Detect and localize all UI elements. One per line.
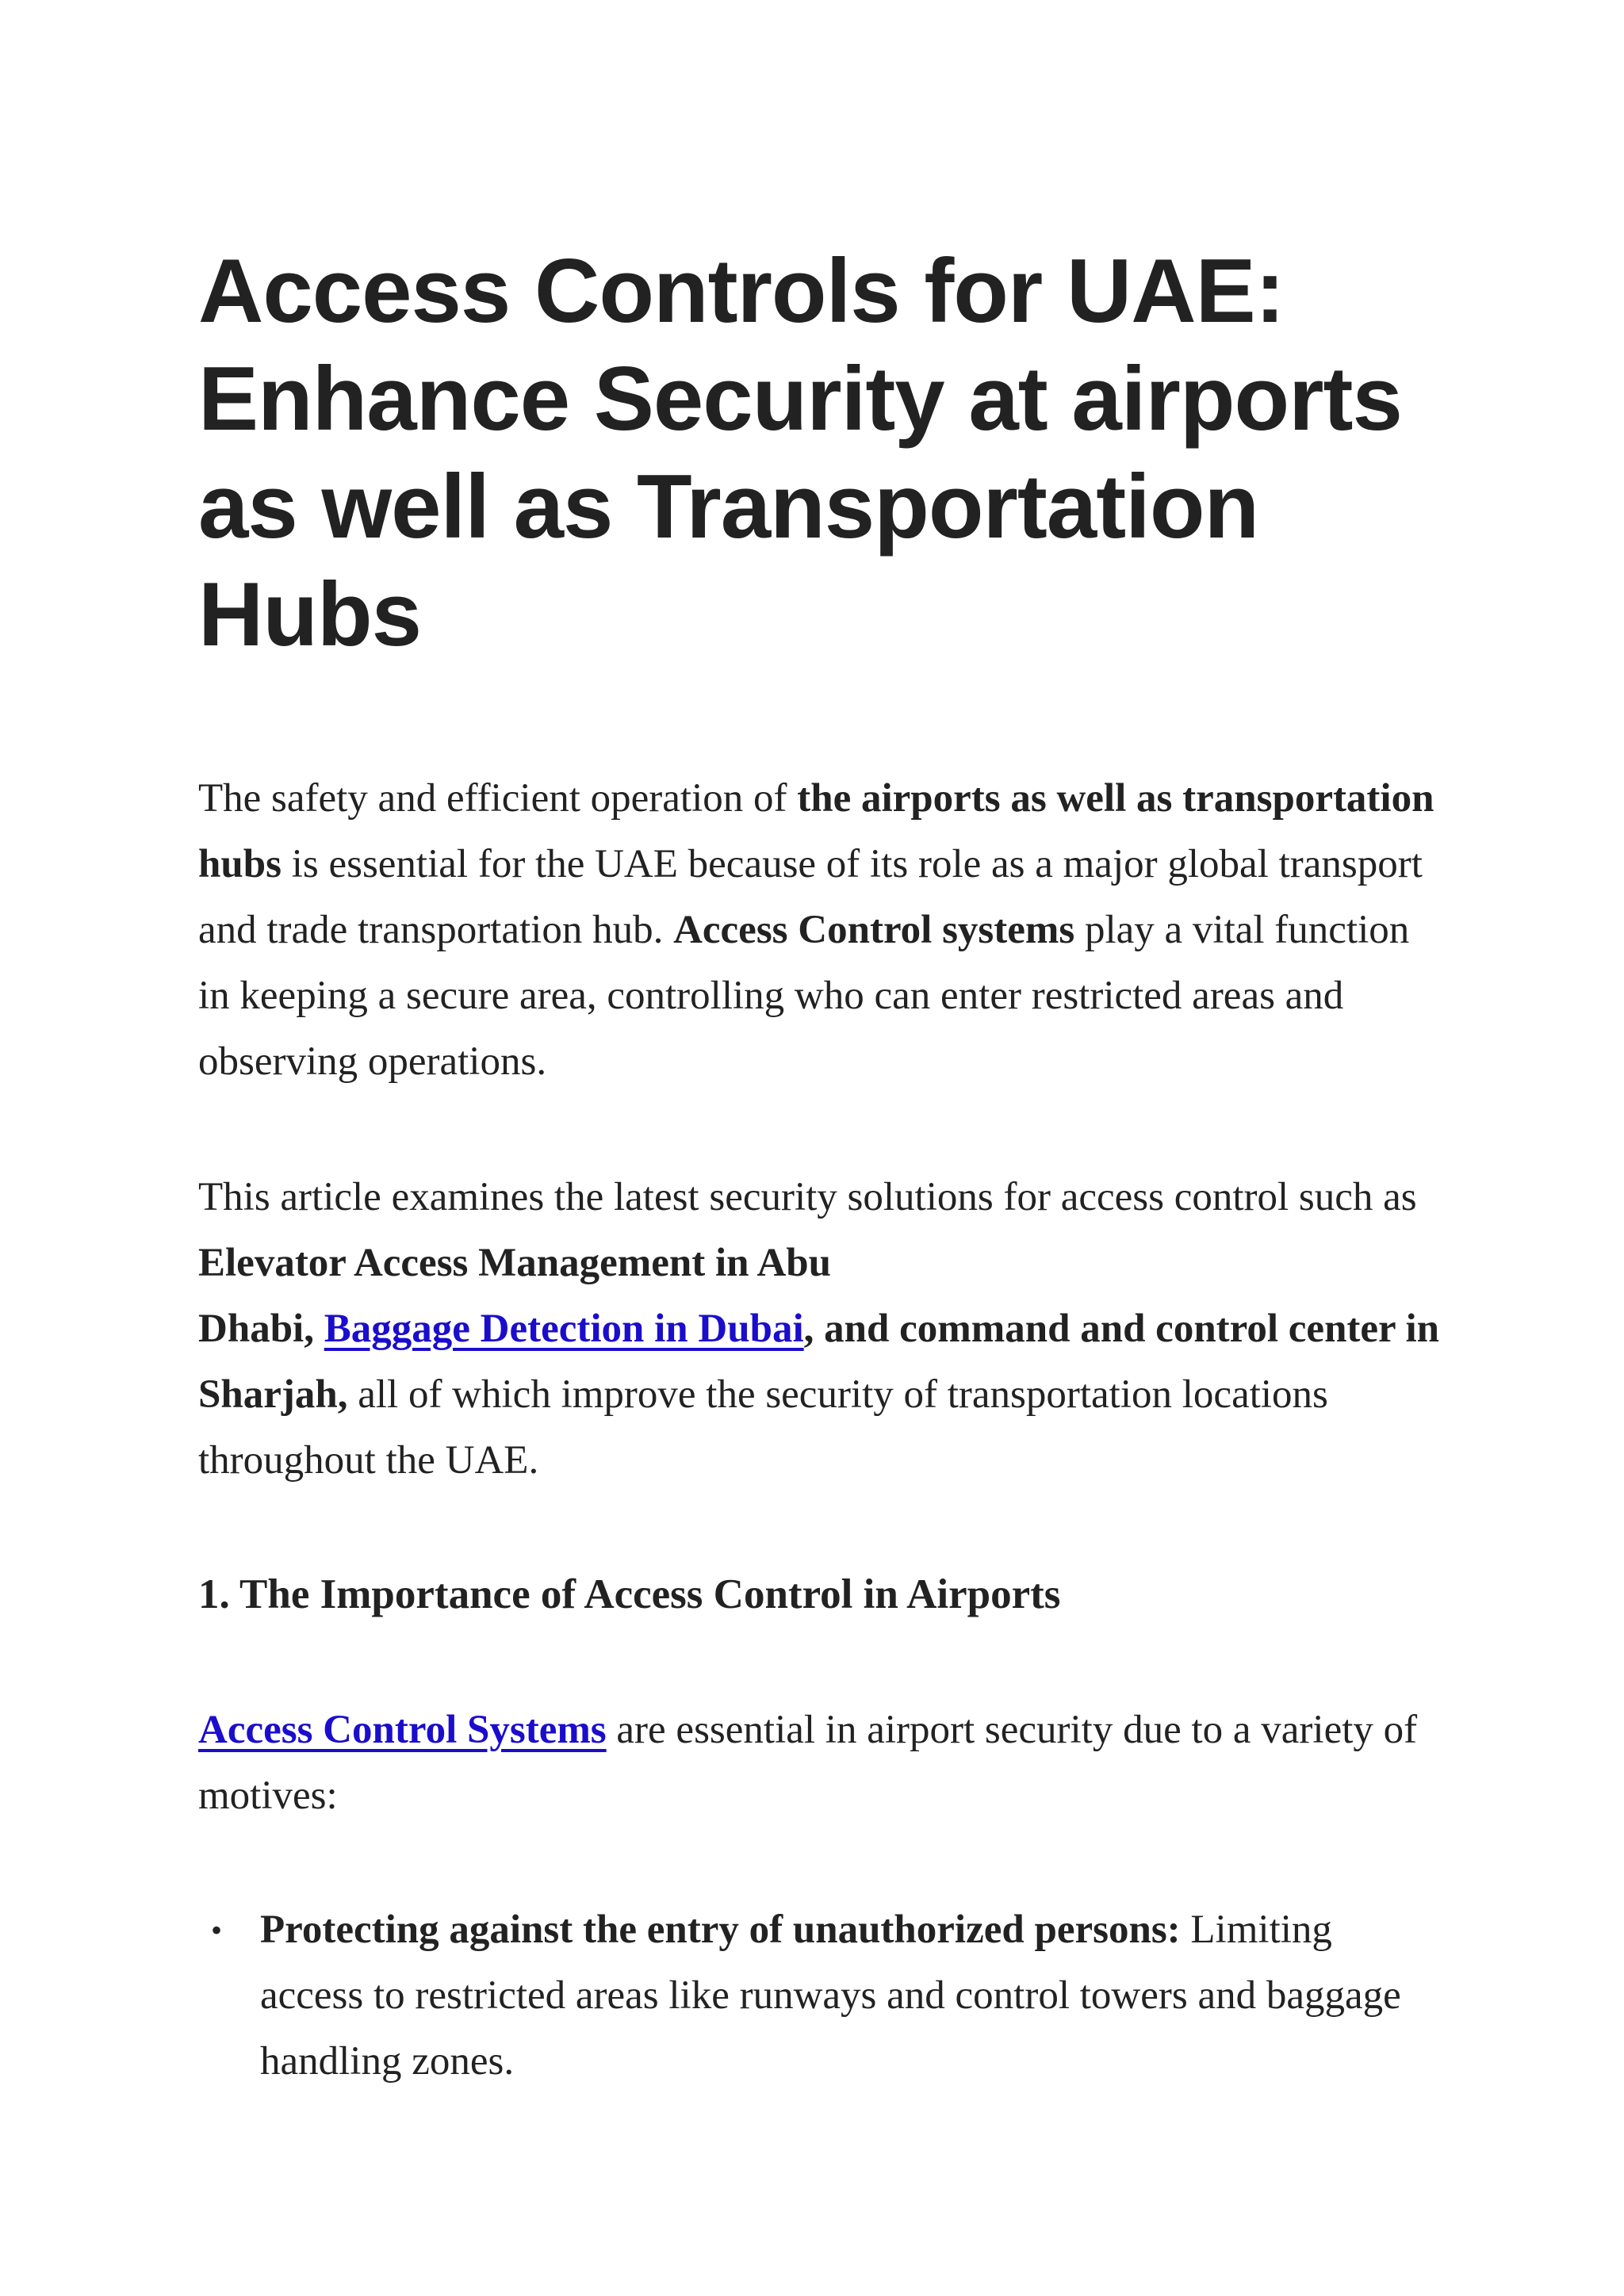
title-line: Enhance Security at airports [198, 349, 1402, 450]
intro-text: play a vital function in keeping a secure area, controlling who can enter restricted areas and observing operations. [198, 908, 1410, 1084]
overview-text: This article examines the latest security solutions for access control such as [198, 1175, 1417, 1219]
article [198, 238, 1443, 2095]
title-line: as well as Transportation [198, 457, 1259, 557]
title-line: Hubs [198, 564, 421, 665]
bullet-text: Limiting access to restricted areas like runways and control towers and baggage handling zones. [260, 1908, 1401, 2084]
access-control-systems-link[interactable]: Access Control Systems [198, 1708, 607, 1752]
section-heading: 1. The Importance of Access Control in Airports [198, 1571, 1061, 1617]
overview-bold-command-center: , and command and control center in Sharjah, [198, 1307, 1440, 1417]
overview-paragraph [198, 1165, 1443, 1494]
intro-bold-access-control: Access Control systems [673, 908, 1075, 952]
overview-text: all of which improve the security of transportation locations throughout the UAE. [198, 1372, 1328, 1483]
bullet-list [198, 1897, 1443, 2095]
page-title [198, 238, 1443, 669]
section-paragraph [198, 1697, 1443, 1829]
bullet-bold: Protecting against the entry of unauthorized persons: [260, 1908, 1181, 1952]
intro-text: The safety and efficient operation of [198, 776, 798, 821]
intro-bold-hubs: the airports as well as transportation hubs [198, 776, 1434, 886]
list-item [198, 1897, 1443, 2095]
baggage-detection-link[interactable]: Baggage Detection in Dubai [324, 1307, 804, 1351]
overview-bold-dhabi: Dhabi, [198, 1307, 324, 1351]
overview-bold-elevator: Elevator Access Management in Abu [198, 1241, 832, 1285]
title-line: Access Controls for UAE: [198, 241, 1285, 342]
intro-text: is essential for the UAE because of its role as a major global transport and trade transportation hub. [198, 842, 1423, 952]
bullet-icon: • [211, 1912, 223, 1948]
section-text: are essential in airport security due to a variety of motives: [198, 1708, 1418, 1818]
intro-paragraph [198, 766, 1443, 1095]
